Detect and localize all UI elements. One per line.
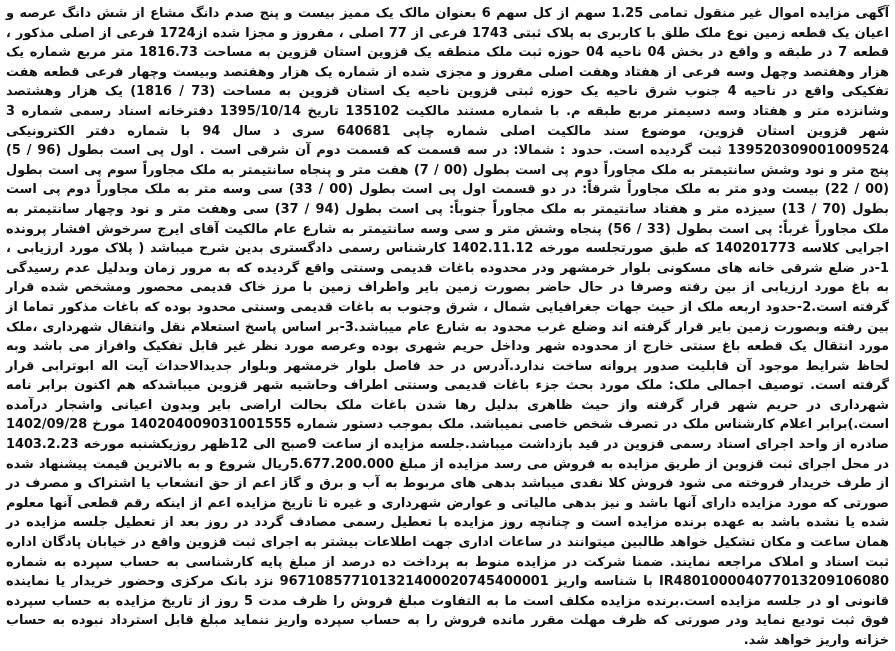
- auction-notice-text: آگهی مزایده اموال غیر منقول تمامی 1.25 سهم از کل سهم 6 بعنوان مالک یک ممیز بیست و پنج صدم دانگ مشاع از شش دانگ عرصه و اعیان یک قطعه زمین نوع ملک طلق با کاربری به پلاک ثبتی 1743 فرعی از 77 اصلی ، مفروز و مجزا شده از1724 فرعی از اصلی مذکور ، قطعه 7 در طبقه و واقع در بخش 04 ناحیه 04 حوزه ثبت ملک منطقه یک قزوین استان قزوین به مساحت 1816.73 متر مربع شماره یک هزار وهفتصد وچهل وسه فرعی از هفتاد وهفت اصلی مفروز و مجزی شده از شماره یک هزار وهفتصد وبیست وچهار فرعی قطعه هفت تفکیکی واقع در ناحیه 4 جنوب شرق ناحیه یک حوزه ثبتی قزوین ناحیه یک استان قزوین به مساحت (73 / 1816) یک هزار وهشتصد وشانزده متر و هفتاد وسه دسیمتر مربع طبقه م. با شماره مستند مالکیت 135102 تاریخ 1395/10/14 دفترخانه اسناد رسمی شماره 3 شهر قزوین استان قزوین، موضوع سند مالکیت اصلی شماره چاپی 640681 سری د سال 94 با شماره دفتر الکترونیکی 139520309001009524 ثبت گردیده است. حدود : شمالا: در سه قسمت که قسمت دوم آن شرقی است . اول پی است بطول (96 / 5) پنج متر و نود وشش سانتیمتر به ملک مجاوراً دوم پی است بطول (00 / 7) هفت متر و پنجاه سانتیمتر به ملک مجاوراً سوم پی است بطول (00 / 22) بیست ودو متر به ملک مجاوراً شرقاً: در دو قسمت اول پی است بطول (00 / 33) سی وسه متر به ملک مجاوراً دوم پی است بطول (70 / 13) سیزده متر و هفتاد سانتیمتر به ملک مجاوراً جنوباً: پی است بطول (94 / 37) سی وهفت متر و نود وچهار سانتیمتر به ملک مجاوراً غرباً: پی است بطول (33 / 56) پنجاه وشش متر و سی وسه سانتیمتر به شارع عام مالکیت آقای ایرج سرخوش افشار پرونده اجرایی کلاسه 140201773 که طبق صورتجلسه مورخه 1402.11.12 کارشناس رسمی دادگستری بدین شرح میباشد ( پلاک مورد ارزیابی ، 1-در ضلع شرقی خانه های مسکونی بلوار خرمشهر ودر محدوده باغات قدیمی وسنتی واقع گردیده که به مرور زمان وبدلیل عدم رسیدگی به باغ مورد ارزیابی از بین رفته وصرفا در حال حاضر بصورت زمین بایر واطراف زمین با مرز خاک قدیمی محصور ومشخص شده قرار گرفته است.2-حدود اربعه ملک از حیث جهات جغرافیایی شمال ، شرق وجنوب به باغات قدیمی وسنتی محدود بوده که باغات مذکور تماما از بین رفته وبصورت زمین بایر قرار گرفته اند وضلع غرب محدود به شارع عام میباشد.3-بر اساس پاسخ استعلام نقل وانتقال شهرداری ،ملک مورد انتقال یک قطعه باغ سنتی خارج از محدوده شهر وداخل حریم شهری بوده وعرصه مورد نظر غیر قابل تفکیک وافراز می باشد وبه لحاظ شرایط موجود آن قابلیت صدور پروانه ساخت ندارد.آدرس در حد فاصل بلوار خرمشهر وبلوار جدیدالاحداث آیت اله ابوترابی قرار گرفته است. توصیف اجمالی ملک: ملک مورد بحث جزء باغات قدیمی وسنتی اطراف وحاشیه شهر قزوین میباشدکه هم اکنون برابر نامه شهرداری در حریم شهر قرار گرفته واز حیث ظاهری بدلیل رها شدن باغات ملک بحالت اراضی بایر وبدون اعیانی واشجار درآمده است.)برابر اعلام کارشناس ملک در تصرف شخص خاصی نمیباشد. ملک بموجب دستور شماره 140204009031001555 مورخ 1402/09/28 صادره از واحد اجرای اسناد رسمی قزوین در قید بازداشت میباشد.جلسه مزایده از ساعت 9صبح الی 12ظهر روزیکشنبه مورخه 1403.2.23 در محل اجرای ثبت قزوین از طریق مزایده به فروش می رسد مزایده از مبلغ 5.677.200.000ریال شروع و به بالاترین قیمت پیشنهاد شده از طرف خریدار فروخته می شود فروش کلا نقدی میباشد بدهی های مربوط به آب و برق و گاز اعم از حق انشعاب یا اشتراک و مصرف در صورتی که مورد مزایده دارای آنها باشد و نیز بدهی مالیاتی و عوارض شهرداری و غیره تا تاریخ مزایده اعم از اینکه رقم قطعی آنها معلوم شده یا نشده باشد به عهده برنده مزایده است و چنانچه روز مزایده با تعطیل رسمی مصادف گردد در روز بعد از تعطیل جلسه مزایده در همان ساعت و مکان تشکیل خواهد طالبین میتوانند در ساعات اداری جهت اطلاعات بیشتر به اجرای ثبت قزوین واقع در خیابان پادگان اداره ثبت اسناد و املاک مراجعه نمایند. ضمنا شرکت در مزایده منوط به پرداخت ده درصد از مبلغ پایه کارشناسی به حساب سپرده به شماره IR480100004077013209106080 با شناسه واریز 967108577101321400020745400001 نزد بانک مرکزی وحضور خریدار یا نماینده قانونی او در جلسه مزایده است.برنده مزایده مکلف است ما به التفاوت مبلغ فروش را ظرف مدت 5 روز از تاریخ مزایده به حساب سپرده فوق ثبت تودیع نماید ودر صورتی که ظرف مهلت مقرر مانده فروش را به حساب سپرده واریز ننماید مبلغ قابل استرداد نبوده به حساب خزانه واریز خواهد شد.: [6, 6, 890, 648]
- auction-notice: [6, 4, 890, 648]
